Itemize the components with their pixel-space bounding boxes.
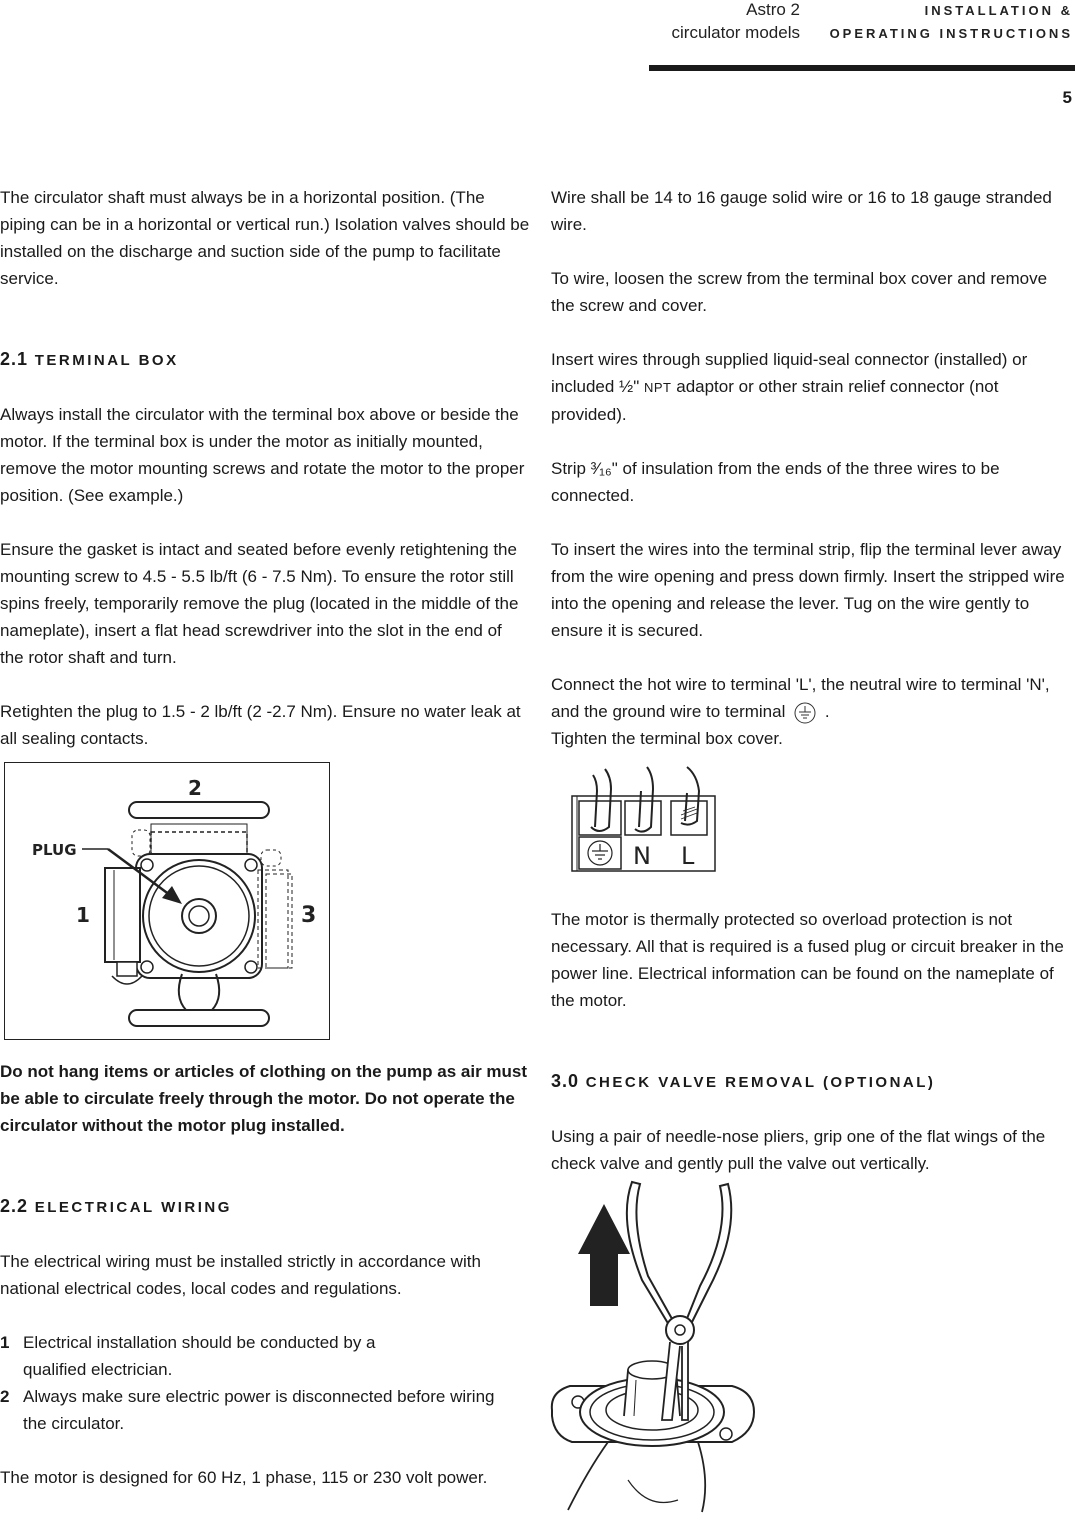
list-number: 2 (0, 1387, 10, 1406)
insert-npt: NPT (644, 380, 672, 395)
wiring-paragraph-2: The motor is designed for 60 Hz, 1 phase, 115 or 230 volt power. (0, 1468, 488, 1487)
loosen-paragraph: To wire, loosen the screw from the terminal box cover and remove the screw and cover. (551, 269, 1048, 315)
section-heading-2-1 (0, 346, 530, 374)
intro-paragraph: The circulator shaft must always be in a horizontal position. (The piping can be in a horizontal or vertical run.) Isolation valves should be installed on the discharge and suction side of the pump to facilitate service. (0, 188, 530, 288)
left-column (0, 184, 530, 752)
wiring-paragraph-1: The electrical wiring must be installed strictly in accordance with national electrical codes, local codes and regulations. (0, 1252, 481, 1298)
pump-label-1: 1 (76, 903, 90, 927)
terminal-label-l: L (681, 842, 695, 870)
section-number: 3.0 (551, 1071, 580, 1091)
tighten-paragraph: Tighten the terminal box cover. (551, 729, 783, 748)
pump-label-3: 3 (301, 903, 317, 928)
terminal-strip-paragraph: To insert the wires into the terminal strip, flip the terminal lever away from the wire opening and press down firmly. Insert the stripped wire into the opening and release the lever. Tug on the wire gently to ensure it is secured. (551, 540, 1065, 640)
warning-text: Do not hang items or articles of clothing on the pump as air must be able to circulate freely through the motor. Do not operate the circulator without the motor plug installed. (0, 1062, 528, 1135)
thermal-paragraph: The motor is thermally protected so overload protection is not necessary. All that is required is a fused plug or circuit breaker in the power line. Electrical information can be found on the nameplate of the motor. (551, 910, 1064, 1010)
insert-paragraph (551, 346, 1075, 428)
wire-gauge-paragraph: Wire shall be 14 to 16 gauge solid wire or 16 to 18 gauge stranded wire. (551, 188, 1052, 234)
connect-text-a: Connect the hot wire to terminal 'L', the neutral wire to terminal 'N', and the ground wire to terminal (551, 675, 1050, 721)
connect-text-b: . (824, 702, 830, 721)
section-title: TERMINAL BOX (34, 352, 179, 369)
header-title-line2: OPERATING INSTRUCTIONS (829, 26, 1073, 41)
insert-text-a: Insert wires through supplied liquid-seal connector (installed) or included ½" (551, 350, 1028, 396)
pump-figure (4, 762, 330, 1040)
section-heading-3-0 (551, 1068, 1075, 1096)
terminal-label-n: N (633, 842, 651, 870)
terminal-paragraph-2: Ensure the gasket is intact and seated before evenly retightening the mounting screw to 4.5 - 5.5 lb/ft (6 - 7.5 Nm). To ensure the rotor still spins freely, temporarily remove the plug (located in the middle of the nameplate), insert a flat head screwdriver into the slot in the end of the rotor shaft and turn. (0, 540, 519, 667)
header-model-line1: Astro 2 (746, 0, 800, 19)
check-valve-paragraph: Using a pair of needle-nose pliers, grip one of the flat wings of the check valve and gently pull the valve out vertically. (551, 1127, 1046, 1173)
ground-icon (794, 702, 816, 724)
section-number: 2.2 (0, 1196, 29, 1216)
insert-text-b: adaptor or other strain relief connector (not provided). (551, 377, 999, 424)
list-item (0, 1329, 530, 1383)
section-title: CHECK VALVE REMOVAL (OPTIONAL) (585, 1074, 936, 1091)
section-heading-2-2 (0, 1193, 530, 1221)
header-title-line1: INSTALLATION & (924, 3, 1073, 18)
terminal-paragraph-1: Always install the circulator with the terminal box above or beside the motor. If the terminal box is under the motor as initially mounted, remove the motor mounting screws and rotate the motor to the proper position. (See example.) (0, 405, 525, 505)
list-item (0, 1383, 530, 1437)
left-column-lower (0, 1058, 530, 1491)
header-model (672, 0, 801, 44)
pump-label-2: 2 (188, 776, 202, 800)
header-model-line2: circulator models (671, 23, 800, 42)
section-number: 2.1 (0, 349, 29, 369)
header-title (830, 0, 1073, 45)
list-text: Electrical installation should be conducted by a qualified electrician. (23, 1333, 376, 1379)
check-valve-figure (548, 1180, 778, 1514)
strip-paragraph: Strip ³⁄₁₆" of insulation from the ends of the three wires to be connected. (551, 459, 1000, 505)
list-number: 1 (0, 1333, 10, 1352)
page-number: 5 (1062, 88, 1072, 107)
terminal-strip-figure (571, 765, 717, 873)
right-column (551, 184, 1075, 752)
arrow-up-icon (578, 1204, 630, 1306)
header-rule (649, 65, 1075, 71)
list-text: Always make sure electric power is disconnected before wiring the circulator. (23, 1387, 495, 1433)
terminal-paragraph-3: Retighten the plug to 1.5 - 2 lb/ft (2 -2.7 Nm). Ensure no water leak at all sealing contacts. (0, 702, 521, 748)
right-column-lower (551, 906, 1075, 1177)
connect-paragraph (551, 671, 1075, 725)
pump-label-plug: PLUG (32, 841, 77, 859)
section-title: ELECTRICAL WIRING (34, 1199, 232, 1216)
